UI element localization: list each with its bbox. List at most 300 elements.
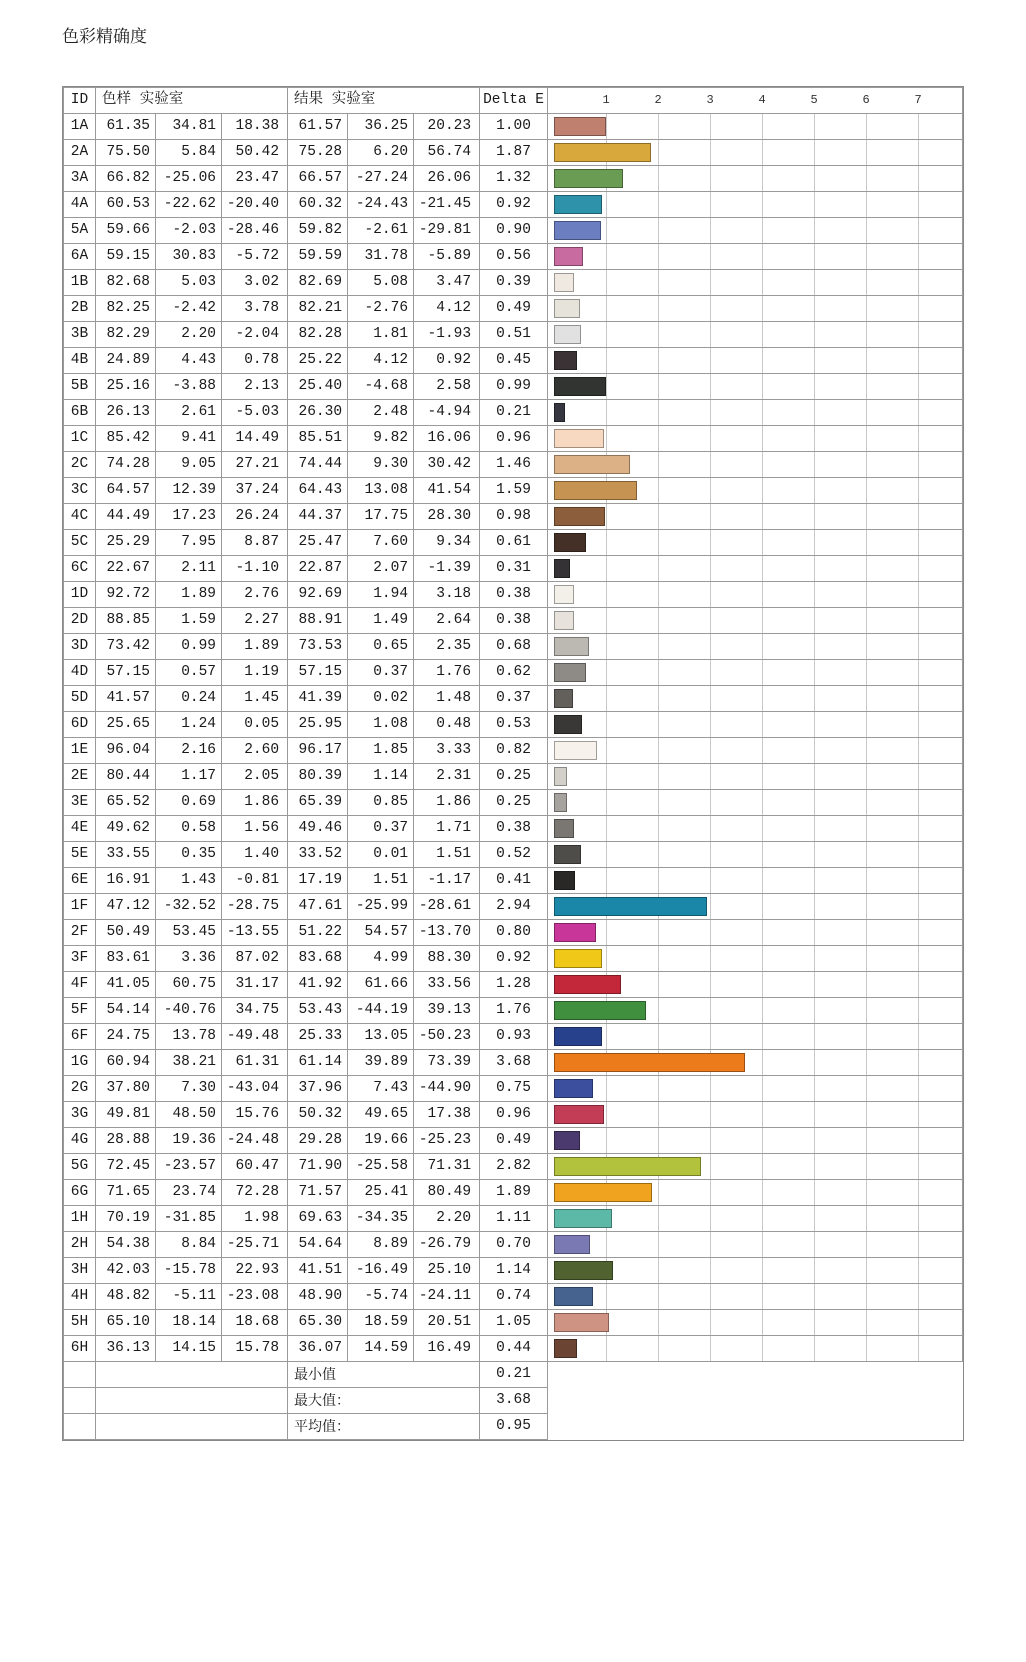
axis-tick-7: 7 <box>914 93 922 107</box>
cell-delta-e: 0.99 <box>480 374 548 400</box>
delta-e-bar <box>554 663 586 682</box>
cell-sample-a: 2.20 <box>156 322 222 348</box>
cell-id: 6C <box>64 556 96 582</box>
gridline-6 <box>866 738 867 763</box>
table-row <box>64 1206 963 1232</box>
delta-e-bar <box>554 195 602 214</box>
table-row <box>64 244 963 270</box>
gridline-4 <box>762 946 763 971</box>
cell-delta-e-bar <box>548 920 963 946</box>
cell-id: 5F <box>64 998 96 1024</box>
cell-id: 6E <box>64 868 96 894</box>
cell-delta-e-bar <box>548 1258 963 1284</box>
cell-result-b: 16.06 <box>414 426 480 452</box>
gridline-7 <box>918 1310 919 1335</box>
cell-id: 3F <box>64 946 96 972</box>
gridline-2 <box>658 660 659 685</box>
cell-id: 2D <box>64 608 96 634</box>
results-table <box>63 87 963 1440</box>
gridline-1 <box>606 1024 607 1049</box>
cell-delta-e: 0.21 <box>480 400 548 426</box>
gridline-5 <box>814 296 815 321</box>
table-row <box>64 998 963 1024</box>
cell-delta-e-bar <box>548 1076 963 1102</box>
gridline-6 <box>866 1336 867 1361</box>
cell-result-b: -1.17 <box>414 868 480 894</box>
gridline-1 <box>606 816 607 841</box>
gridline-1 <box>606 192 607 217</box>
cell-sample-b: 1.86 <box>222 790 288 816</box>
cell-id: 1G <box>64 1050 96 1076</box>
cell-delta-e-bar <box>548 296 963 322</box>
gridline-2 <box>658 972 659 997</box>
gridline-6 <box>866 868 867 893</box>
cell-result-l: 51.22 <box>288 920 348 946</box>
cell-sample-b: 2.13 <box>222 374 288 400</box>
cell-delta-e-bar <box>548 192 963 218</box>
gridline-4 <box>762 1284 763 1309</box>
cell-result-b: -4.94 <box>414 400 480 426</box>
cell-result-b: 1.48 <box>414 686 480 712</box>
cell-delta-e: 0.82 <box>480 738 548 764</box>
gridline-4 <box>762 738 763 763</box>
gridline-5 <box>814 556 815 581</box>
cell-delta-e-bar <box>548 790 963 816</box>
cell-delta-e-bar <box>548 608 963 634</box>
cell-result-a: 17.75 <box>348 504 414 530</box>
cell-result-l: 61.57 <box>288 114 348 140</box>
gridline-5 <box>814 816 815 841</box>
cell-sample-a: 1.43 <box>156 868 222 894</box>
gridline-7 <box>918 140 919 165</box>
gridline-1 <box>606 842 607 867</box>
gridline-6 <box>866 1024 867 1049</box>
cell-result-l: 36.07 <box>288 1336 348 1362</box>
cell-result-b: 9.34 <box>414 530 480 556</box>
gridline-5 <box>814 738 815 763</box>
gridline-5 <box>814 712 815 737</box>
gridline-7 <box>918 1024 919 1049</box>
cell-id: 2A <box>64 140 96 166</box>
cell-delta-e-bar <box>548 166 963 192</box>
cell-sample-b: 18.68 <box>222 1310 288 1336</box>
gridline-4 <box>762 1050 763 1075</box>
cell-sample-l: 33.55 <box>96 842 156 868</box>
table-row <box>64 348 963 374</box>
cell-delta-e-bar <box>548 972 963 998</box>
table-row <box>64 686 963 712</box>
gridline-2 <box>658 478 659 503</box>
cell-result-a: -44.19 <box>348 998 414 1024</box>
gridline-1 <box>606 114 607 139</box>
gridline-5 <box>814 582 815 607</box>
cell-result-l: 53.43 <box>288 998 348 1024</box>
cell-delta-e-bar <box>548 1024 963 1050</box>
gridline-5 <box>814 1076 815 1101</box>
delta-e-bar <box>554 767 567 786</box>
gridline-3 <box>710 504 711 529</box>
cell-sample-l: 54.14 <box>96 998 156 1024</box>
cell-delta-e-bar <box>548 374 963 400</box>
cell-sample-b: 31.17 <box>222 972 288 998</box>
table-row <box>64 556 963 582</box>
delta-e-bar <box>554 403 565 422</box>
delta-e-bar <box>554 533 586 552</box>
table-row <box>64 790 963 816</box>
gridline-6 <box>866 244 867 269</box>
cell-sample-a: 14.15 <box>156 1336 222 1362</box>
cell-sample-b: -25.71 <box>222 1232 288 1258</box>
cell-result-l: 44.37 <box>288 504 348 530</box>
cell-sample-l: 73.42 <box>96 634 156 660</box>
gridline-6 <box>866 504 867 529</box>
gridline-4 <box>762 712 763 737</box>
cell-result-b: 3.18 <box>414 582 480 608</box>
cell-sample-b: -5.03 <box>222 400 288 426</box>
cell-result-l: 33.52 <box>288 842 348 868</box>
gridline-1 <box>606 348 607 373</box>
gridline-6 <box>866 1050 867 1075</box>
cell-delta-e-bar <box>548 842 963 868</box>
cell-sample-a: 18.14 <box>156 1310 222 1336</box>
cell-result-l: 57.15 <box>288 660 348 686</box>
cell-sample-a: 1.17 <box>156 764 222 790</box>
header-sample-lab: 色样 实验室 <box>96 88 288 114</box>
gridline-4 <box>762 1232 763 1257</box>
gridline-7 <box>918 296 919 321</box>
summary-value: 3.68 <box>480 1388 548 1414</box>
cell-sample-l: 36.13 <box>96 1336 156 1362</box>
gridline-2 <box>658 920 659 945</box>
gridline-2 <box>658 1310 659 1335</box>
cell-sample-a: 1.59 <box>156 608 222 634</box>
gridline-5 <box>814 504 815 529</box>
cell-delta-e: 0.38 <box>480 608 548 634</box>
cell-result-a: 1.14 <box>348 764 414 790</box>
cell-result-l: 92.69 <box>288 582 348 608</box>
cell-result-l: 25.33 <box>288 1024 348 1050</box>
table-row <box>64 712 963 738</box>
cell-sample-a: 13.78 <box>156 1024 222 1050</box>
cell-sample-l: 82.25 <box>96 296 156 322</box>
cell-sample-l: 60.53 <box>96 192 156 218</box>
cell-result-l: 74.44 <box>288 452 348 478</box>
cell-delta-e-bar <box>548 1180 963 1206</box>
cell-result-b: -21.45 <box>414 192 480 218</box>
delta-e-bar <box>554 117 606 136</box>
summary-row <box>64 1362 963 1388</box>
cell-result-a: 4.12 <box>348 348 414 374</box>
table-row <box>64 452 963 478</box>
gridline-6 <box>866 270 867 295</box>
gridline-1 <box>606 1284 607 1309</box>
cell-sample-l: 49.81 <box>96 1102 156 1128</box>
cell-result-a: 1.81 <box>348 322 414 348</box>
cell-result-a: 2.48 <box>348 400 414 426</box>
table-row <box>64 426 963 452</box>
cell-result-l: 82.28 <box>288 322 348 348</box>
gridline-2 <box>658 374 659 399</box>
axis-tick-2: 2 <box>654 93 662 107</box>
cell-sample-a: 34.81 <box>156 114 222 140</box>
cell-sample-b: -28.75 <box>222 894 288 920</box>
gridline-6 <box>866 660 867 685</box>
gridline-4 <box>762 1024 763 1049</box>
gridline-6 <box>866 452 867 477</box>
cell-sample-l: 48.82 <box>96 1284 156 1310</box>
cell-result-a: -24.43 <box>348 192 414 218</box>
axis-tick-5: 5 <box>810 93 818 107</box>
cell-result-l: 65.30 <box>288 1310 348 1336</box>
cell-result-b: -1.93 <box>414 322 480 348</box>
cell-result-l: 25.22 <box>288 348 348 374</box>
gridline-2 <box>658 1076 659 1101</box>
cell-result-l: 37.96 <box>288 1076 348 1102</box>
cell-delta-e-bar <box>548 348 963 374</box>
cell-result-a: 0.01 <box>348 842 414 868</box>
cell-id: 4F <box>64 972 96 998</box>
cell-sample-b: 1.56 <box>222 816 288 842</box>
cell-sample-l: 28.88 <box>96 1128 156 1154</box>
cell-sample-a: 0.24 <box>156 686 222 712</box>
cell-result-l: 26.30 <box>288 400 348 426</box>
table-row <box>64 946 963 972</box>
delta-e-bar <box>554 689 573 708</box>
delta-e-bar <box>554 923 596 942</box>
gridline-1 <box>606 296 607 321</box>
gridline-6 <box>866 400 867 425</box>
gridline-5 <box>814 1154 815 1179</box>
cell-result-b: -5.89 <box>414 244 480 270</box>
cell-sample-l: 83.61 <box>96 946 156 972</box>
gridline-6 <box>866 1128 867 1153</box>
gridline-2 <box>658 868 659 893</box>
cell-sample-a: 0.99 <box>156 634 222 660</box>
gridline-7 <box>918 972 919 997</box>
cell-sample-l: 74.28 <box>96 452 156 478</box>
gridline-6 <box>866 790 867 815</box>
gridline-3 <box>710 972 711 997</box>
cell-result-l: 88.91 <box>288 608 348 634</box>
table-row <box>64 1050 963 1076</box>
gridline-5 <box>814 634 815 659</box>
gridline-3 <box>710 582 711 607</box>
gridline-6 <box>866 1180 867 1205</box>
delta-e-bar <box>554 143 651 162</box>
gridline-5 <box>814 244 815 269</box>
gridline-3 <box>710 322 711 347</box>
delta-e-bar <box>554 429 604 448</box>
cell-result-l: 83.68 <box>288 946 348 972</box>
gridline-5 <box>814 218 815 243</box>
gridline-7 <box>918 842 919 867</box>
cell-result-b: 4.12 <box>414 296 480 322</box>
cell-sample-b: 60.47 <box>222 1154 288 1180</box>
cell-result-a: -16.49 <box>348 1258 414 1284</box>
cell-id: 4G <box>64 1128 96 1154</box>
gridline-5 <box>814 920 815 945</box>
cell-delta-e: 0.61 <box>480 530 548 556</box>
table-row <box>64 660 963 686</box>
delta-e-bar <box>554 611 574 630</box>
cell-result-b: 2.35 <box>414 634 480 660</box>
header-id: ID <box>64 88 96 114</box>
cell-sample-l: 59.15 <box>96 244 156 270</box>
cell-result-b: -26.79 <box>414 1232 480 1258</box>
gridline-6 <box>866 972 867 997</box>
cell-id: 6B <box>64 400 96 426</box>
gridline-1 <box>606 322 607 347</box>
cell-delta-e-bar <box>548 270 963 296</box>
gridline-3 <box>710 686 711 711</box>
gridline-2 <box>658 400 659 425</box>
gridline-4 <box>762 114 763 139</box>
table-header-row <box>64 88 963 114</box>
delta-e-bar <box>554 247 583 266</box>
cell-delta-e-bar <box>548 946 963 972</box>
cell-delta-e: 1.32 <box>480 166 548 192</box>
gridline-2 <box>658 140 659 165</box>
cell-delta-e: 1.46 <box>480 452 548 478</box>
table-row <box>64 270 963 296</box>
cell-sample-a: 53.45 <box>156 920 222 946</box>
cell-sample-l: 96.04 <box>96 738 156 764</box>
table-row <box>64 530 963 556</box>
cell-id: 4D <box>64 660 96 686</box>
gridline-4 <box>762 296 763 321</box>
gridline-2 <box>658 322 659 347</box>
cell-result-b: -13.70 <box>414 920 480 946</box>
gridline-3 <box>710 452 711 477</box>
gridline-1 <box>606 712 607 737</box>
cell-sample-b: 23.47 <box>222 166 288 192</box>
delta-e-bar <box>554 1027 602 1046</box>
cell-sample-b: 18.38 <box>222 114 288 140</box>
gridline-5 <box>814 348 815 373</box>
gridline-6 <box>866 192 867 217</box>
cell-result-l: 69.63 <box>288 1206 348 1232</box>
gridline-5 <box>814 842 815 867</box>
cell-result-l: 29.28 <box>288 1128 348 1154</box>
gridline-2 <box>658 348 659 373</box>
table-row <box>64 1128 963 1154</box>
cell-id: 3E <box>64 790 96 816</box>
cell-sample-a: 0.58 <box>156 816 222 842</box>
gridline-3 <box>710 1102 711 1127</box>
cell-result-b: 88.30 <box>414 946 480 972</box>
cell-result-l: 80.39 <box>288 764 348 790</box>
delta-e-bar <box>554 299 579 318</box>
gridline-4 <box>762 504 763 529</box>
cell-id: 3H <box>64 1258 96 1284</box>
cell-result-b: 16.49 <box>414 1336 480 1362</box>
summary-label: 最小值 <box>288 1362 480 1388</box>
gridline-5 <box>814 1310 815 1335</box>
gridline-2 <box>658 1102 659 1127</box>
cell-result-b: -29.81 <box>414 218 480 244</box>
gridline-7 <box>918 400 919 425</box>
cell-delta-e: 0.41 <box>480 868 548 894</box>
summary-blank-bar <box>548 1388 963 1414</box>
cell-result-a: 4.99 <box>348 946 414 972</box>
cell-delta-e-bar <box>548 686 963 712</box>
cell-result-l: 73.53 <box>288 634 348 660</box>
gridline-4 <box>762 1180 763 1205</box>
cell-sample-b: 1.89 <box>222 634 288 660</box>
delta-e-bar <box>554 169 623 188</box>
cell-sample-l: 82.29 <box>96 322 156 348</box>
gridline-7 <box>918 1336 919 1361</box>
gridline-7 <box>918 946 919 971</box>
cell-sample-b: -28.46 <box>222 218 288 244</box>
cell-result-b: 26.06 <box>414 166 480 192</box>
summary-value: 0.95 <box>480 1414 548 1440</box>
gridline-1 <box>606 1232 607 1257</box>
cell-sample-l: 37.80 <box>96 1076 156 1102</box>
cell-result-b: -28.61 <box>414 894 480 920</box>
gridline-4 <box>762 1336 763 1361</box>
cell-delta-e: 0.92 <box>480 192 548 218</box>
gridline-7 <box>918 504 919 529</box>
cell-id: 3G <box>64 1102 96 1128</box>
cell-result-l: 54.64 <box>288 1232 348 1258</box>
cell-sample-a: 17.23 <box>156 504 222 530</box>
gridline-2 <box>658 244 659 269</box>
cell-result-a: 13.08 <box>348 478 414 504</box>
table-row <box>64 1024 963 1050</box>
gridline-4 <box>762 1206 763 1231</box>
cell-delta-e-bar <box>548 1128 963 1154</box>
cell-sample-a: -32.52 <box>156 894 222 920</box>
delta-e-bar <box>554 1209 612 1228</box>
gridline-1 <box>606 868 607 893</box>
gridline-7 <box>918 686 919 711</box>
cell-delta-e: 0.52 <box>480 842 548 868</box>
gridline-2 <box>658 608 659 633</box>
delta-e-bar <box>554 1053 745 1072</box>
gridline-2 <box>658 270 659 295</box>
gridline-5 <box>814 426 815 451</box>
gridline-7 <box>918 218 919 243</box>
gridline-7 <box>918 998 919 1023</box>
table-row <box>64 1102 963 1128</box>
cell-sample-b: 3.78 <box>222 296 288 322</box>
cell-delta-e-bar <box>548 478 963 504</box>
delta-e-bar <box>554 637 589 656</box>
gridline-3 <box>710 920 711 945</box>
gridline-3 <box>710 790 711 815</box>
gridline-7 <box>918 1206 919 1231</box>
gridline-3 <box>710 140 711 165</box>
gridline-5 <box>814 790 815 815</box>
gridline-1 <box>606 790 607 815</box>
cell-result-a: -25.58 <box>348 1154 414 1180</box>
cell-sample-b: 61.31 <box>222 1050 288 1076</box>
cell-result-b: 73.39 <box>414 1050 480 1076</box>
gridline-4 <box>762 816 763 841</box>
cell-sample-b: -43.04 <box>222 1076 288 1102</box>
cell-sample-l: 80.44 <box>96 764 156 790</box>
cell-delta-e: 1.00 <box>480 114 548 140</box>
cell-result-a: 2.07 <box>348 556 414 582</box>
cell-delta-e: 1.87 <box>480 140 548 166</box>
cell-result-b: 1.86 <box>414 790 480 816</box>
summary-blank-bar <box>548 1414 963 1440</box>
gridline-5 <box>814 452 815 477</box>
gridline-7 <box>918 192 919 217</box>
gridline-7 <box>918 1128 919 1153</box>
cell-sample-l: 44.49 <box>96 504 156 530</box>
